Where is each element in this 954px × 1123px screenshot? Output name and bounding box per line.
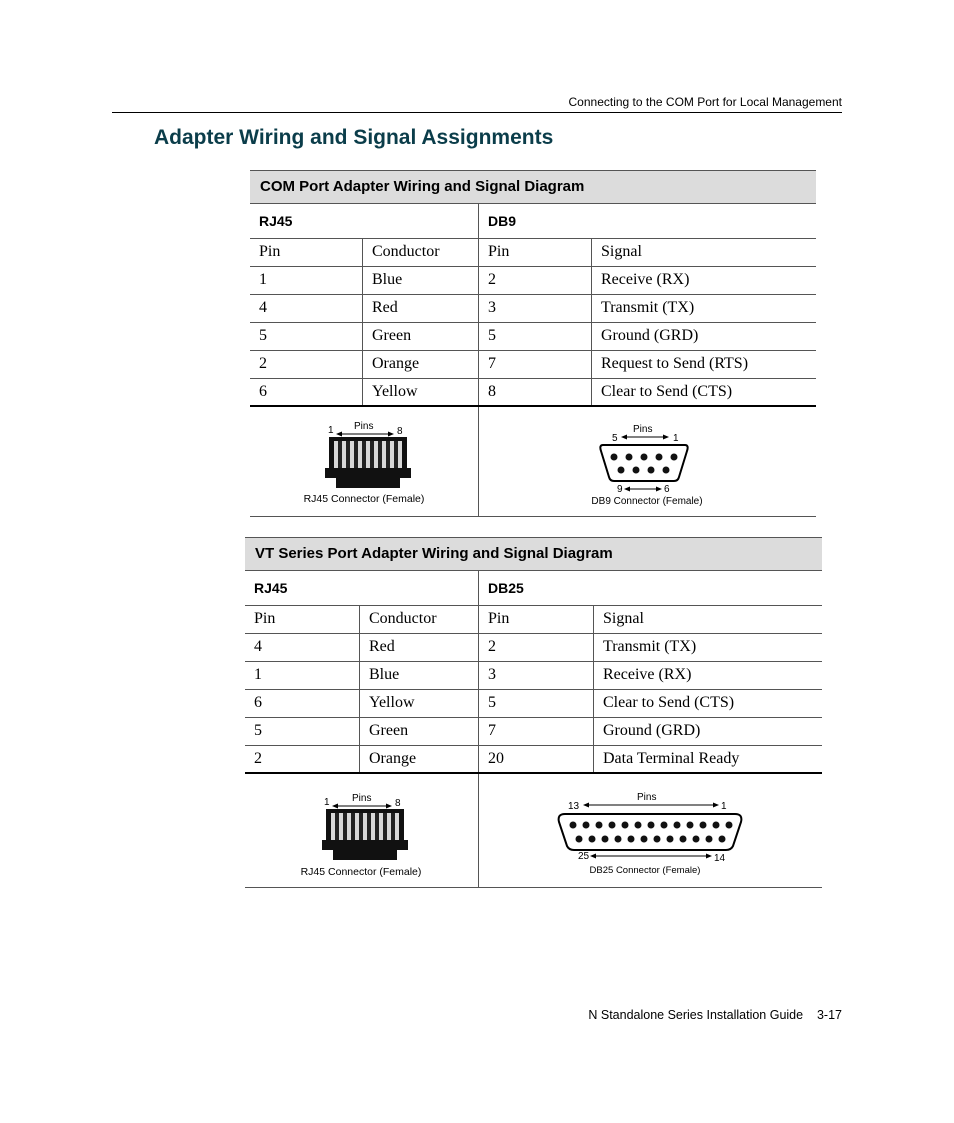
db9-pin-cell: 2	[479, 267, 592, 294]
signal-cell: Transmit (TX)	[603, 638, 697, 655]
page-title: Adapter Wiring and Signal Assignments	[154, 126, 554, 149]
group-rj45: RJ45	[250, 204, 479, 238]
header-rule	[112, 112, 842, 113]
arrow-head-icon	[336, 432, 342, 437]
signal-cell: Ground (GRD)	[603, 722, 701, 739]
db9-connector-caption: DB9 Connector (Female)	[591, 496, 703, 507]
arrow-head-icon	[706, 854, 712, 859]
signal-cell: Receive (RX)	[603, 666, 692, 683]
db9-pin-cell: 7	[479, 351, 592, 378]
header-pin: Pin	[479, 606, 594, 633]
conductor-cell: Orange	[363, 351, 479, 378]
rj45-pin-left-label: 1	[328, 425, 334, 436]
db9-bottom-right-label: 6	[664, 484, 670, 495]
rj45-diagram-cell	[250, 407, 479, 516]
group-db25: DB25	[488, 580, 524, 596]
signal-cell: Transmit (TX)	[601, 299, 695, 316]
arrow-head-icon	[663, 435, 669, 440]
db25-bottom-right-label: 14	[714, 853, 726, 864]
db9-top-right-label: 1	[673, 433, 679, 444]
rj45-jack-flange	[322, 840, 408, 850]
arrow-head-icon	[332, 804, 338, 809]
conductor-cell: Green	[360, 718, 479, 745]
rj45-pin-cell: 1	[245, 662, 360, 689]
table-row	[250, 379, 816, 407]
signal-cell: Request to Send (RTS)	[601, 355, 749, 372]
table-caption: COM Port Adapter Wiring and Signal Diagram	[250, 170, 816, 204]
rj45-pin-cell: 4	[250, 295, 363, 322]
db9-pin-cell: 8	[479, 379, 592, 405]
db25-pin-cell: 20	[479, 746, 594, 772]
db9-pin-cell: 5	[479, 323, 592, 350]
conductor-cell: Green	[363, 323, 479, 350]
conductor-cell: Yellow	[360, 690, 479, 717]
db25-connector-diagram	[479, 774, 822, 888]
db25-top-right-label: 1	[721, 801, 727, 812]
table-row	[250, 351, 816, 379]
rj45-pin-left-label: 1	[324, 797, 330, 808]
connector-diagram-row	[250, 407, 816, 517]
rj45-contact-area	[334, 441, 402, 468]
table-row	[250, 295, 816, 323]
arrow-head-icon	[656, 487, 662, 492]
conductor-cell: Orange	[360, 746, 479, 772]
table-header-row	[250, 239, 816, 267]
header-pin: Pin	[250, 239, 363, 266]
signal-cell: Receive (RX)	[601, 271, 690, 288]
rj45-diagram-cell	[245, 774, 479, 887]
table-row	[245, 718, 822, 746]
conductor-cell: Red	[363, 295, 479, 322]
rj45-pin-cell: 2	[250, 351, 363, 378]
running-head: Connecting to the COM Port for Local Management	[568, 95, 842, 109]
connector-diagram-row	[245, 774, 822, 888]
conductor-cell: Red	[360, 634, 479, 661]
header-pin: Pin	[479, 239, 592, 266]
group-rj45: RJ45	[245, 571, 479, 605]
db25-pin-cell: 2	[479, 634, 594, 661]
db9-bottom-left-label: 9	[617, 484, 623, 495]
conductor-cell: Blue	[360, 662, 479, 689]
header-pin: Pin	[245, 606, 360, 633]
db25-bottom-left-label: 25	[578, 851, 590, 862]
header-conductor: Conductor	[360, 606, 479, 633]
db25-pin-cell: 7	[479, 718, 594, 745]
table-header-row	[245, 606, 822, 634]
rj45-pin-cell: 5	[245, 718, 360, 745]
signal-cell: Ground (GRD)	[601, 327, 699, 344]
rj45-connector-caption: RJ45 Connector (Female)	[300, 866, 422, 878]
table-row	[245, 634, 822, 662]
arrow-head-icon	[590, 854, 596, 859]
rj45-pins-label: Pins	[352, 793, 372, 804]
header-conductor: Conductor	[363, 239, 479, 266]
table-caption: VT Series Port Adapter Wiring and Signal Diagram	[245, 537, 822, 571]
arrow-head-icon	[621, 435, 627, 440]
vt-series-wiring-table	[245, 537, 822, 888]
table-row	[250, 267, 816, 295]
db25-pin-cell: 3	[479, 662, 594, 689]
rj45-pin-cell: 6	[245, 690, 360, 717]
arrow-head-icon	[386, 804, 392, 809]
db9-pins-label: Pins	[633, 424, 653, 435]
table-row	[245, 690, 822, 718]
rj45-pin-cell: 1	[250, 267, 363, 294]
rj45-connector-caption: RJ45 Connector (Female)	[303, 493, 425, 505]
db25-pin-cell: 5	[479, 690, 594, 717]
header-signal: Signal	[601, 243, 642, 260]
db25-pins-label: Pins	[637, 792, 657, 803]
arrow-head-icon	[583, 803, 589, 808]
page-footer: N Standalone Series Installation Guide 3-17	[588, 1008, 842, 1022]
db9-top-left-label: 5	[612, 433, 618, 444]
db25-diagram-cell	[479, 774, 822, 887]
signal-cell: Clear to Send (CTS)	[603, 694, 735, 711]
rj45-pin-cell: 2	[245, 746, 360, 772]
rj45-jack-latch	[333, 850, 397, 860]
conductor-cell: Yellow	[363, 379, 479, 405]
rj45-jack-latch	[336, 478, 400, 488]
rj45-pin-cell: 5	[250, 323, 363, 350]
db25-shell	[559, 814, 742, 850]
signal-cell: Clear to Send (CTS)	[601, 383, 733, 400]
rj45-contact-area	[331, 813, 399, 840]
header-signal: Signal	[603, 610, 644, 627]
arrow-head-icon	[624, 487, 630, 492]
db9-diagram-cell	[479, 407, 816, 516]
com-port-wiring-table	[250, 170, 816, 517]
arrow-head-icon	[388, 432, 394, 437]
db9-pin-cell: 3	[479, 295, 592, 322]
conductor-cell: Blue	[363, 267, 479, 294]
arrow-head-icon	[713, 803, 719, 808]
db9-shell	[600, 445, 687, 481]
rj45-pins-label: Pins	[354, 421, 374, 432]
rj45-pin-cell: 4	[245, 634, 360, 661]
db25-top-left-label: 13	[568, 801, 580, 812]
connector-group-row	[245, 571, 822, 606]
connector-group-row	[250, 204, 816, 239]
group-db9: DB9	[488, 213, 517, 229]
db9-connector-diagram	[479, 407, 816, 517]
db25-connector-caption: DB25 Connector (Female)	[589, 865, 701, 876]
rj45-connector-diagram	[245, 774, 478, 888]
rj45-pin-right-label: 8	[397, 426, 403, 437]
rj45-pin-cell: 6	[250, 379, 363, 405]
rj45-connector-diagram	[250, 407, 478, 517]
table-row	[245, 746, 822, 774]
table-row	[250, 323, 816, 351]
table-row	[245, 662, 822, 690]
signal-cell: Data Terminal Ready	[603, 750, 740, 767]
rj45-pin-right-label: 8	[395, 798, 401, 809]
rj45-jack-flange	[325, 468, 411, 478]
